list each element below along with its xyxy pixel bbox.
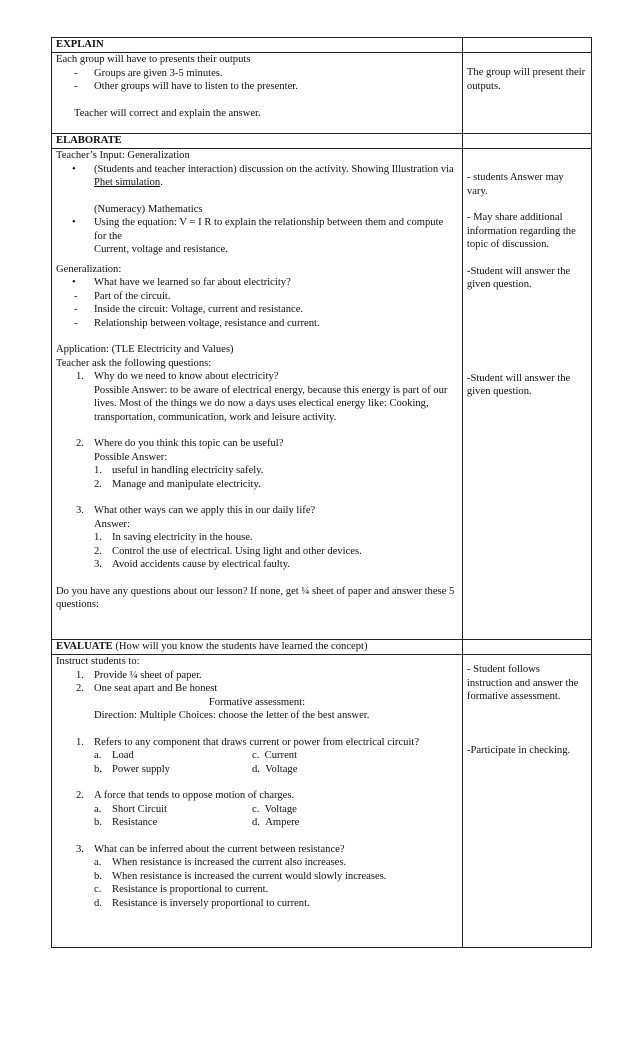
choice-row: b. Power supply d. Voltage — [94, 763, 298, 775]
explain-heading: EXPLAIN — [52, 38, 463, 53]
answer-item: 1. In saving electricity in the house. — [94, 532, 253, 543]
dash-item: - Part of the circuit. — [74, 290, 171, 302]
direction-text: Direction: Multiple Choices: choose the letter of the best answer. — [94, 710, 370, 721]
evaluate-heading-right — [462, 640, 591, 655]
explain-right: The group will present their outputs. — [462, 53, 591, 134]
closing-text: Do you have any questions about our lesson? If none, get ¼ sheet of paper and answer these 5 questions: — [56, 585, 455, 610]
explain-line: Teacher will correct and explain the answer. — [74, 107, 261, 119]
elaborate-right — [462, 149, 591, 640]
generalization-title: Generalization: — [56, 263, 122, 275]
explain-heading-right — [462, 38, 591, 53]
right-note: - Student follows instruction and answer the formative assessment. — [466, 664, 579, 702]
answer-item: 3. Avoid accidents cause by electrical faulty. — [94, 559, 290, 570]
right-note: - students Answer may vary. — [466, 172, 564, 197]
lesson-plan-table — [51, 37, 592, 948]
choice-row: a. Load c. Current — [94, 750, 298, 761]
application-title: Application: (TLE Electricity and Values) — [56, 344, 234, 355]
evaluate-body — [52, 655, 463, 948]
explain-dash-item: - Groups are given 3-5 minutes. — [74, 67, 223, 79]
choice-row: b. Resistance d. Ampere — [94, 817, 300, 828]
choice-row: b. When resistance is increased the current would slowly increases. — [94, 870, 387, 882]
right-note: -Student will answer the given question. — [466, 265, 571, 290]
answer-item: 2. Control the use of electrical. Using light and other devices. — [94, 545, 362, 557]
right-note: - May share additional information regarding the topic of discussion. — [466, 212, 576, 250]
question-item: 2. Where do you think this topic can be useful? — [76, 438, 284, 449]
answer-label: Answer: — [94, 518, 130, 530]
question-item: 1. Why do we need to know about electricity? — [76, 371, 279, 382]
elaborate-body — [52, 149, 463, 640]
bullet-item: • Using the equation: V = I R to explain the relationship between them and compute for the — [72, 217, 444, 242]
choice-row: a. When resistance is increased the current also increases. — [94, 857, 347, 868]
instruct-text: Instruct students to: — [56, 656, 140, 667]
step-item: 2. One seat apart and Be honest — [76, 683, 218, 694]
formative-title: Formative assessment: — [208, 696, 306, 708]
explain-line: Each group will have to presents their outputs — [56, 54, 251, 65]
phet-link[interactable]: Phet simulation — [94, 177, 161, 188]
elaborate-heading: ELABORATE — [52, 134, 463, 149]
answer-item: 1. useful in handling electricity safely. — [94, 465, 264, 476]
answer-label: Possible Answer: — [94, 451, 168, 463]
evaluate-right — [462, 655, 591, 948]
quiz-question: 2. A force that tends to oppose motion of charges. — [76, 790, 295, 801]
dash-item: - Inside the circuit: Voltage, current and resistance. — [74, 304, 304, 315]
bullet-item: • (Students and teacher interaction) discussion on the activity. Showing Illustration via Phet simulation. — [72, 163, 454, 188]
explain-dash-item: - Other groups will have to listen to the presenter. — [74, 81, 298, 92]
elaborate-heading-right — [462, 134, 591, 149]
right-note: -Participate in checking. — [466, 744, 571, 756]
choice-row: d. Resistance is inversely proportional to current. — [94, 897, 310, 909]
application-sub: Teacher ask the following questions: — [56, 357, 212, 369]
bullet-item: • What have we learned so far about electricity? — [72, 277, 291, 288]
step-item: 1. Provide ¼ sheet of paper. — [76, 669, 202, 681]
teacher-input-title: Teacher’s Input: Generalization — [56, 150, 190, 161]
right-note: -Student will answer the given question. — [466, 372, 571, 397]
bullet-cont: Current, voltage and resistance. — [94, 244, 228, 255]
dash-item: - Relationship between voltage, resistance and current. — [74, 317, 320, 329]
explain-body — [52, 53, 463, 134]
question-item: 3. What other ways can we apply this in our daily life? — [76, 505, 316, 516]
quiz-question: 3. What can be inferred about the current between resistance? — [76, 843, 345, 855]
numeracy-label: (Numeracy) Mathematics — [94, 203, 203, 215]
choice-row: a. Short Circuit c. Voltage — [94, 803, 297, 815]
evaluate-heading: EVALUATE (How will you know the students have learned the concept) — [52, 640, 463, 655]
quiz-question: 1. Refers to any component that draws current or power from electrical circuit? — [76, 736, 420, 748]
answer-item: 2. Manage and manipulate electricity. — [94, 478, 261, 490]
choice-row: c. Resistance is proportional to current. — [94, 884, 269, 895]
answer-text: Possible Answer: to be aware of electrical energy, because this energy is part of our lives. Most of the things we do now a days uses electical energy like: Cooking, transportation, communication, work and leisure activity. — [94, 384, 448, 423]
